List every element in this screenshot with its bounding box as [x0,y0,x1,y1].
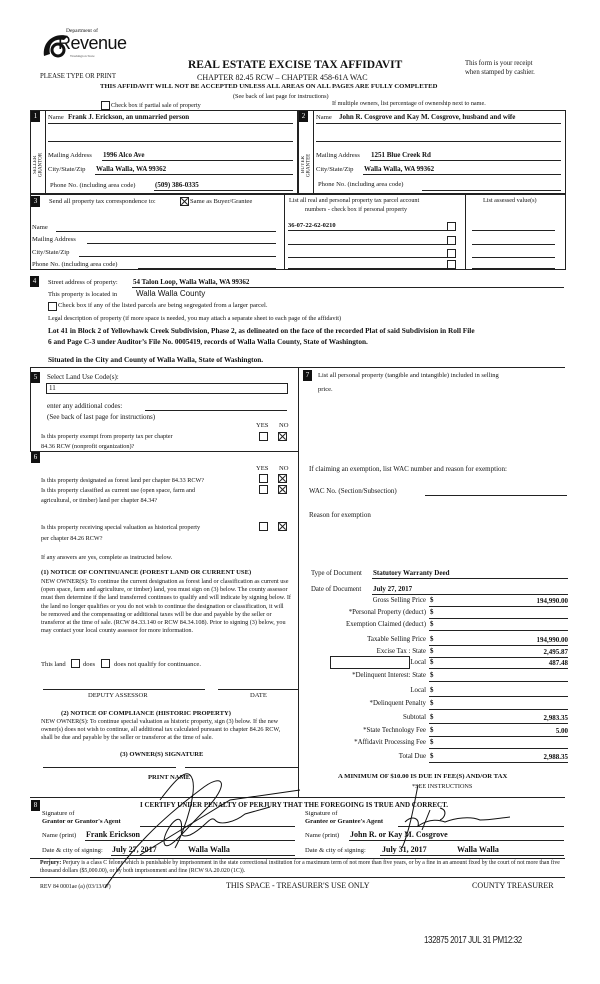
exempt-question-2: 84.36 RCW (nonprofit organization)? [41,443,135,450]
amount-value[interactable]: 5.00 [555,727,568,735]
additional-codes-label: enter any additional codes: [47,402,123,410]
amount-label: Local [410,687,426,694]
grantee-date-label: Date & city of signing: [305,847,366,854]
amount-value[interactable]: 2,983.35 [543,714,568,722]
county-treasurer: COUNTY TREASURER [472,881,554,890]
logo-state: Washington State [70,54,95,58]
currency-sign: $ [430,648,434,655]
seller-side-label: SELLER GRANTOR [33,152,44,178]
logo-revenue: Revenue [58,33,127,53]
form-chapter: CHAPTER 82.45 RCW – CHAPTER 458-61A WAC [197,73,368,82]
owner-signature-label: (3) OWNER(S) SIGNATURE [120,751,204,758]
amount-label: Gross Selling Price [372,597,426,604]
current-use-question-1: Is this property classified as current use (open space, farm and [41,487,196,494]
receipt-note-2: when stamped by cashier. [465,69,535,76]
notice1-text: NEW OWNER(S): To continue the current designation as forest land or classification as current use (open space, farm and agriculture, or timber) land, you must sign on (3) below. The county assessor must then determine if the land transferred continues to qualify and will indicate by signing below. If the land no longer qualifies or you do not wish to continue the designation or classification, it will be removed and the compensating or additional taxes will be due and payable by the seller or transferor at the time of sale. (RCW 84.33.140 or RCW 84.34.108). Prior to signing (3) below, you may contact your local county assessor for more information. [41,578,291,635]
grantor-agent-label: Grantor or Grantor's Agent [42,818,121,825]
street-address[interactable]: 54 Talon Loop, Walla Walla, WA 99362 [133,278,250,286]
treasurer-stamp: 132875 2017 JUL 31 PM12:32 [424,935,522,946]
currency-sign: $ [430,597,434,604]
segregated-label: Check box if any of the listed parcels are being segregated from a larger parcel. [58,302,268,309]
seller-city-label: City/State/Zip [48,166,86,173]
seller-city[interactable]: Walla Walla, WA 99362 [96,165,167,173]
doc-type-label: Type of Document [311,570,362,577]
currency-sign: $ [430,659,434,666]
wac-label: WAC No. (Section/Subsection) [309,487,397,495]
seller-name-label: Name [48,114,64,121]
grantee-name[interactable]: John R. or Kay M. Cosgrove [350,830,448,839]
situated: Situated in the City and County of Walla Walla, State of Washington. [48,355,264,364]
buyer-city[interactable]: Walla Walla, WA 99362 [364,165,435,173]
section-8-number: 8 [31,800,40,811]
parcel-number[interactable]: 36-07-22-62-0210 [288,222,336,229]
s3-phone-label: Phone No. (including area code) [32,261,118,268]
grantor-name[interactable]: Frank Erickson [86,830,141,839]
amount-value[interactable]: 487.48 [548,659,568,667]
land-use-value: 11 [49,384,56,392]
grantor-date[interactable]: July 27, 2017 [112,845,157,854]
form-warning: THIS AFFIDAVIT WILL NOT BE ACCEPTED UNLESS ALL AREAS ON ALL PAGES ARE FULLY COMPLETED [100,83,438,90]
section-6-number: 6 [31,452,40,463]
amount-label: Excise Tax : State [376,648,426,655]
grantor-city[interactable]: Walla Walla [188,845,230,854]
doc-date[interactable]: July 27, 2017 [373,585,413,593]
amount-value[interactable]: 2,988.35 [543,753,568,761]
s3-name-label: Name [32,224,48,231]
currency-sign: $ [430,753,434,760]
legal-description-2: 6 and Page C-3 under Auditor’s File No. 0005419, records of Walla Walla County, State of Washington. [48,337,368,346]
buyer-side-label: BUYER GRANTEE [301,153,312,177]
section-5-number: 5 [31,372,40,383]
form-title: REAL ESTATE EXCISE TAX AFFIDAVIT [188,59,403,71]
grantee-sig-of: Signature of [305,810,338,817]
perjury-label: Perjury: [40,860,62,866]
print-name-label: PRINT NAME [148,774,191,781]
parcel-header-1: List all real and personal property tax parcel account [289,197,420,204]
section-2-number: 2 [299,111,308,122]
grantee-agent-label: Grantee or Grantee's Agent [305,818,384,825]
amount-label: *Affidavit Processing Fee [354,739,426,746]
notice2-title: (2) NOTICE OF COMPLIANCE (HISTORIC PROPERTY) [61,710,231,717]
multiple-owners-note: If multiple owners, list percentage of ownership next to name. [332,100,486,107]
minimum-note: A MINIMUM OF $10.00 IS DUE IN FEE(S) AND/OR TAX [338,773,508,780]
grantee-date[interactable]: July 31, 2017 [382,845,427,854]
seller-phone[interactable]: (509) 386-0335 [155,181,199,189]
personal-property-label-2: price. [318,386,333,393]
send-correspondence-label: Send all property tax correspondence to: [49,198,156,205]
currency-sign: $ [430,672,434,679]
amount-label: *State Technology Fee [363,727,426,734]
doc-date-label: Date of Document [311,586,362,593]
forest-question: Is this property designated as forest land per chapter 84.33 RCW? [41,477,205,484]
grantor-name-label: Name (print) [42,832,77,839]
grantee-city[interactable]: Walla Walla [457,845,499,854]
seller-mail-label: Mailing Address [48,152,92,159]
exempt-question-1: Is this property exempt from property tax per chapter [41,433,173,440]
grantee-signature [402,785,510,848]
seller-name[interactable]: Frank J. Erickson, an unmarried person [68,113,190,121]
section-3-number: 3 [31,196,40,207]
amount-value[interactable]: 2,495.87 [543,648,568,656]
grantor-date-label: Date & city of signing: [42,847,103,854]
does-label: does [83,661,96,668]
currency-sign: $ [430,714,434,721]
located-label: This property is located in [48,291,118,298]
s3-mail-label: Mailing Address [32,236,76,243]
legal-label: Legal description of property (if more space is needed, you may attach a separate sheet to each page of the affidavit) [48,315,342,322]
receipt-note-1: This form is your receipt [465,60,533,67]
amount-label: *Personal Property (deduct) [348,609,426,616]
buyer-name-label: Name [316,114,332,121]
county[interactable]: Walla Walla County [136,289,206,298]
section-1-number: 1 [31,111,40,122]
assessed-header: List assessed value(s) [483,197,537,204]
amount-label: Total Due [398,753,426,760]
historic-question-1: Is this property receiving special valuation as historical property [41,524,201,531]
street-label: Street address of property: [48,279,118,286]
yes-header-6: YES [256,465,269,472]
deputy-assessor-label: DEPUTY ASSESSOR [88,692,148,699]
exemption-label: If claiming an exemption, list WAC number and reason for exemption: [309,465,507,473]
seller-mail[interactable]: 1996 Alco Ave [103,151,145,159]
currency-sign: $ [430,739,434,746]
land-use-label: Select Land Use Code(s): [47,373,119,381]
doc-type[interactable]: Statutory Warranty Deed [373,569,450,577]
seller-phone-label: Phone No. (including area code) [50,182,136,189]
parcel-header-2: numbers - check box if personal property [305,206,408,213]
grantor-signature [105,774,300,888]
buyer-name[interactable]: John R. Cosgrove and Kay M. Cosgrove, husband and wife [339,113,516,121]
logo-department: Department of [66,28,98,34]
notice1-title: (1) NOTICE OF CONTINUANCE (FOREST LAND OR CURRENT USE) [41,569,252,576]
legal-description-1: Lot 41 in Block 2 of Yellowhawk Creek Subdivision, Phase 2, as delineated on the face of the recorded Plat of said Subdivision in Roll File [48,326,475,335]
same-as-buyer-label: Same as Buyer/Grantee [190,198,253,205]
buyer-mail-label: Mailing Address [316,152,360,159]
this-land-label: This land [41,661,66,668]
treasurer-use-only: THIS SPACE - TREASURER'S USE ONLY [226,881,370,890]
buyer-mail[interactable]: 1251 Blue Creek Rd [371,151,431,159]
currency-sign: $ [430,609,434,616]
personal-property-label-1: List all personal property (tangible and intangible) included in selling [318,372,499,379]
no-header: NO [279,422,289,429]
currency-sign: $ [430,700,434,707]
form-revision: REV 84 0001ae (a) (03/13/07) [40,884,111,890]
section-4-number: 4 [30,276,39,287]
no-header-6: NO [279,465,289,472]
does-not-label: does not qualify for continuance. [114,661,201,668]
amount-value[interactable]: 194,990.00 [536,636,568,644]
date-label: DATE [250,692,267,699]
instructions-note: (See back of last page for instructions) [233,93,329,100]
see-back-note: (See back of last page for instructions) [47,413,156,421]
s3-city-label: City/State/Zip [32,249,70,256]
if-yes-note: If any answers are yes, complete as instructed below. [41,554,173,561]
please-print: PLEASE TYPE OR PRINT [40,73,116,80]
buyer-phone-label: Phone No. (including area code) [318,181,404,188]
amount-label: Subtotal [403,714,426,721]
grantee-name-label: Name (print) [305,832,340,839]
buyer-city-label: City/State/Zip [316,166,354,173]
amount-label: Exemption Claimed (deduct) [346,621,426,628]
currency-sign: $ [430,636,434,643]
amount-value[interactable]: 194,990.00 [536,597,568,605]
currency-sign: $ [430,687,434,694]
historic-question-2: per chapter 84.26 RCW? [41,535,103,542]
certify-statement: I CERTIFY UNDER PENALTY OF PERJURY THAT THE FOREGOING IS TRUE AND CORRECT. [140,801,449,809]
amount-label: Taxable Selling Price [367,636,426,643]
section-7-number: 7 [303,370,312,381]
grantor-sig-of: Signature of [42,810,75,817]
see-instructions: *SEE INSTRUCTIONS [412,783,473,790]
currency-sign: $ [430,727,434,734]
reason-label: Reason for exemption [309,511,371,519]
amount-label: *Delinquent Interest: State [352,672,426,679]
amount-label: Local [410,659,426,666]
amount-label: *Delinquent Penalty [369,700,426,707]
current-use-question-2: agricultural, or timber) land per chapter 84.34? [41,497,158,504]
yes-header: YES [256,422,269,429]
partial-sale-label: Check box if partial sale of property [111,102,201,109]
perjury-text: Perjury is a class C felony which is punishable by imprisonment in the state correctional institution for a maximum term of not more than five years, or by a fine in an amount fixed by the court of not more than five thousand dollars ($5,000.00), or by both imprisonment and fine (RCW 9A.20.020 (1C)). [40,860,560,874]
notice2-text: NEW OWNER(S): To continue special valuation as historic property, sign (3) below. If the new owner(s) does not wish to continue, all additional tax calculated pursuant to chapter 84.26 RCW, shall be due and payable by the seller or transferor at the time of sale. [41,718,281,742]
currency-sign: $ [430,621,434,628]
